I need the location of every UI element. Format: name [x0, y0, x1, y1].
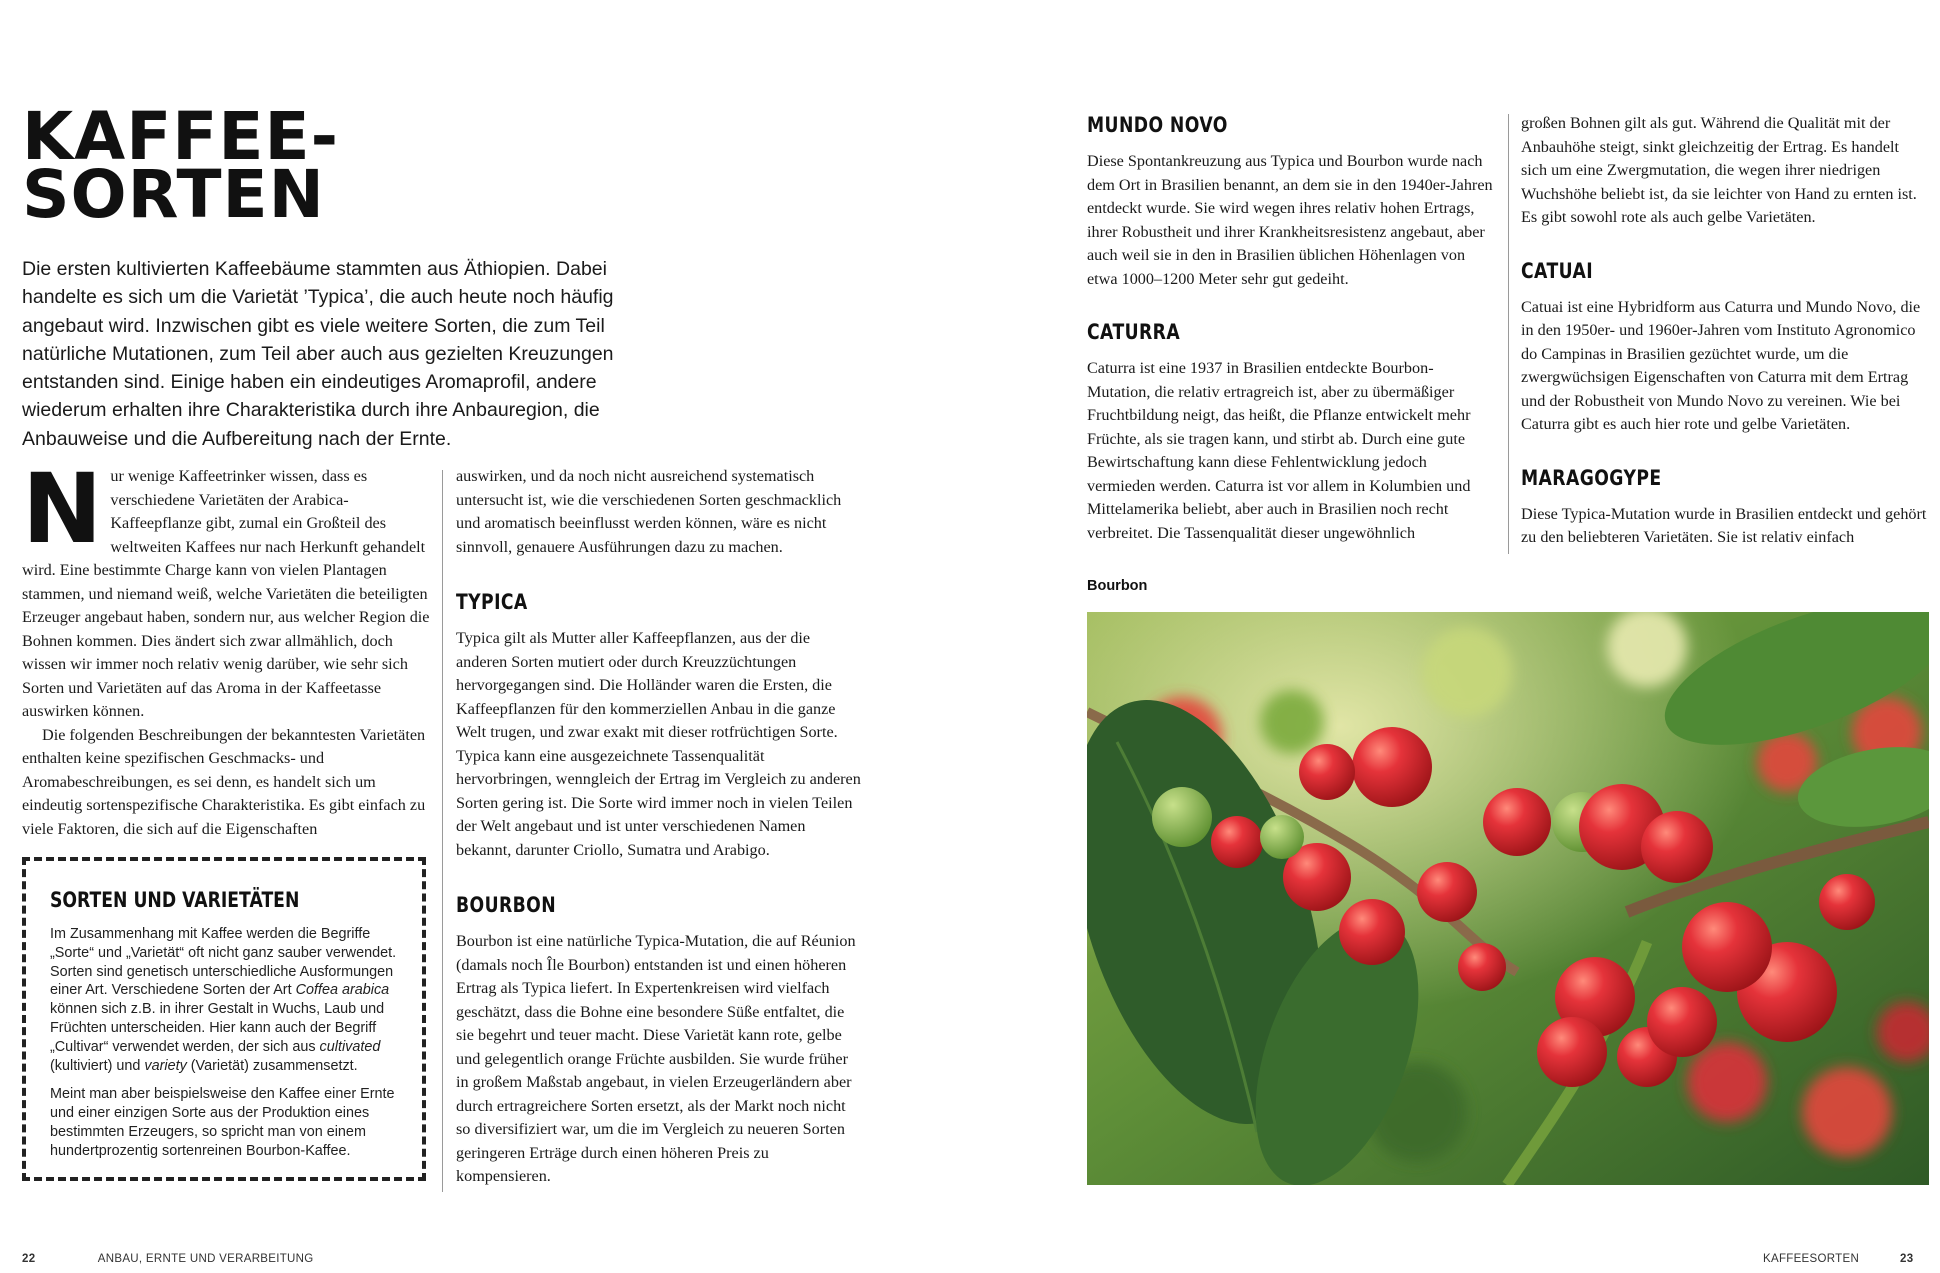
page-title [22, 98, 339, 233]
page-number-left: 22 [22, 1253, 36, 1265]
drop-cap: N [22, 453, 103, 565]
caturra-text-continued: großen Bohnen gilt als gut. Während die Qualität mit der Anbauhöhe steigt, sinkt gleichzeitig der Ertrag. Es handelt sich um eine Zwergmutation, die wegen ihrer niedrigen Wuchshöhe beliebt ist, da sie leichter von Hand zu ernten ist. Es gibt sowohl rote als auch gelbe Varietäten. [1521, 114, 1917, 226]
running-head-right: KAFFEESORTEN [1763, 1253, 1860, 1265]
typica-text: Typica gilt als Mutter aller Kaffeepflanzen, aus der die anderen Sorten mutiert oder durch Kreuzzüchtungen hervorgegangen sind. Die Holländer waren die Ersten, die Kaffeepflanzen für den kommerziellen Anbau in die ganze Welt trugen, und zwar exakt mit dieser rotfrüchtigen Sorte. Typica kann eine ausgezeichnete Tassenqualität hervorbringen, wenngleich der Ertrag im Vergleich zu anderen Sorten gering ist. Die Sorte wird immer noch in vielen Teilen der Welt angebaut und ist unter verschiedenen Namen bekannt, darunter Criollo, Sumatra und Arabigo. [456, 629, 861, 859]
page-number-right: 23 [1900, 1253, 1914, 1265]
body-paragraph-1 [22, 453, 430, 724]
catuai-text: Catuai ist eine Hybridform aus Caturra und Mundo Novo, die in den 1950er- und 1960er-Jahren vom Instituto Agronomico do Campinas in Brasilien gezüchtet wurde, um die zwergwüchsigen Eigenschaften von Caturra mit dem Ertrag und der Robustheit von Mundo Novo zu vereinen. Wie bei Caturra gibt es auch hier rote und gelbe Varietäten. [1521, 297, 1921, 433]
left-column-2 [456, 465, 864, 1189]
column-divider-right [1508, 114, 1509, 554]
mundo-novo-text: Diese Spontankreuzung aus Typica und Bourbon wurde nach dem Ort in Brasilien benannt, an dem sie in den 1940er-Jahren entdeckt wurde. Sie wird wegen ihres relativ hohen Ertrags, ihrer Robustheit und ihrer Krankheitsresistenz angebaut, aber auch weil sie in den in Brasilien üblichen Höhenlagen von etwa 1000–1200 Meter sehr gut gedeiht. [1087, 152, 1493, 288]
heading-bourbon: BOURBON [456, 893, 557, 917]
bourbon-text: Bourbon ist eine natürliche Typica-Mutation, die auf Réunion (damals noch Île Bourbon) entstanden ist und einen höheren Ertrag als Typica liefert. In Expertenkreisen wird vielfach geschätzt, dass die Bohne eine besondere Süße entfaltet, die sie begehrt und teuer macht. Diese Varietät kann rote, gelbe und gelegentlich orange Früchte ausbilden. Sie wurde früher in großem Maßstab angebaut, in vielen Erzeugerländern aber durch ertragreichere Sorten ersetzt, als der Markt noch nicht so diversifiziert war, um die im Vergleich zu neueren Sorten geringeren Erträge durch einen höheren Preis zu kompensieren. [456, 932, 856, 1185]
heading-caturra: CATURRA [1087, 320, 1181, 344]
info-box-paragraph-1 [50, 925, 400, 1075]
heading-catuai: CATUAI [1521, 258, 1594, 283]
info-box-term-arabica: Coffea arabica [295, 982, 390, 999]
right-footer [1763, 1253, 1913, 1265]
info-box-paragraph-2: Meint man aber beispielsweise den Kaffee einer Ernte und einer einzigen Sorte aus der Produktion eines bestimmten Erzeugers, so spricht man von einem hundertprozentig sortenreinen Bourbon-Kaffee. [50, 1086, 395, 1159]
maragogype-text: Diese Typica-Mutation wurde in Brasilien entdeckt und gehört zu den beliebteren Varietäten. Sie ist relativ einfach [1521, 504, 1927, 546]
heading-typica: TYPICA [456, 590, 528, 614]
info-box-text-b: können sich z.B. in ihrer Gestalt in Wuchs, Laub und Früchten unterscheiden. Hier kann auch der Begriff „Cultivar“ verwendet werden, der sich aus [50, 1001, 385, 1055]
left-column-1 [22, 453, 430, 841]
left-footer [22, 1253, 314, 1265]
info-box-term-cultivated: cultivated [319, 1038, 381, 1055]
photo-caption: Bourbon [1087, 578, 1148, 594]
body-paragraph-1-text: ur wenige Kaffeetrinker wissen, dass es verschiedene Varietäten der Arabica-Kaffeepflanze gibt, zumal ein Großteil des weltweiten Kaffees nur nach Herkunft gehandelt wird. Eine bestimmte Charge kann von vielen Plantagen stammen, und niemand weiß, welche Varietäten die beteiligten Erzeuger angebaut haben, sondern nur, aus welcher Region die Bohnen kommen. Dies ändert sich zwar allmählich, doch wissen wir immer noch relativ wenig darüber, wie sehr sich Sorten und Varietäten auf das Aroma in der Kaffeetasse auswirken können. [22, 467, 430, 720]
info-box-text-a: Im Zusammenhang mit Kaffee werden die Begriffe „Sorte“ und „Varietät“ oft nicht ganz sauber verwendet. Sorten sind genetisch unterschiedliche Ausformungen einer Art. Verschiedene Sorten der Art [50, 926, 397, 999]
running-head-left: ANBAU, ERNTE UND VERARBEITUNG [97, 1253, 314, 1265]
coffee-cherries-photo [1087, 612, 1929, 1185]
info-box-term-variety: variety [144, 1057, 187, 1074]
info-box [22, 857, 426, 1181]
intro-paragraph: Die ersten kultivierten Kaffeebäume stammten aus Äthiopien. Dabei handelte es sich um die Varietät ’Typica’, die auch heute noch häufig angebaut wird. Inzwischen gibt es viele weitere Sorten, die zum Teil natürliche Mutationen, zum Teil aber auch aus gezielten Kreuzungen entstanden sind. Einige haben ein eindeutiges Aromaprofil, andere wiederum erhalten ihre Charakteristika durch ihre Anbauregion, die Anbauweise und die Aufbereitung nach der Ernte. [22, 258, 614, 450]
coffee-cherries-illustration [1087, 612, 1929, 1185]
title-line-2: SORTEN [22, 156, 325, 233]
heading-mundo-novo: MUNDO NOVO [1087, 113, 1228, 137]
caturra-text: Caturra ist eine 1937 in Brasilien entdeckte Bourbon-Mutation, die relativ ertragreich ist, aber zu übermäßiger Fruchtbildung neigt, das heißt, die Pflanze entwickelt mehr Früchte, als sie tragen kann, und stirbt ab. Durch eine gute Bewirtschaftung kann diese Fehlentwicklung jedoch vermieden werden. Caturra ist vor allem in Kolumbien und Mittelamerika beliebt, aber auch in Brasilien noch recht verbreitet. Die Tassenqualität dieser ungewöhnlich [1087, 359, 1471, 542]
heading-maragogype: MARAGOGYPE [1521, 465, 1662, 490]
info-box-title: SORTEN UND VARIETÄTEN [50, 888, 300, 912]
body-paragraph-3: auswirken, und da noch nicht ausreichend systematisch untersucht ist, wie die verschiedenen Sorten geschmacklich und aromatisch beeinflusst werden können, wäre es nicht sinnvoll, genauere Ausführungen dazu zu machen. [456, 467, 842, 556]
body-paragraph-2: Die folgenden Beschreibungen der bekanntesten Varietäten enthalten keine spezifischen Geschmacks- und Aromabeschreibungen, es sei denn, es handelt sich um eindeutig sortenspezifische Charakteristika. Es gibt einfach zu viele Faktoren, die sich auf die Eigenschaften [22, 725, 426, 838]
right-column-2 [1521, 112, 1929, 550]
info-box-text-d: (Varietät) zusammensetzt. [186, 1057, 358, 1074]
right-column-1 [1087, 112, 1495, 545]
column-divider [442, 470, 443, 1192]
title-line-1: KAFFEE- [22, 98, 339, 175]
info-box-text-c: (kultiviert) und [50, 1057, 145, 1074]
